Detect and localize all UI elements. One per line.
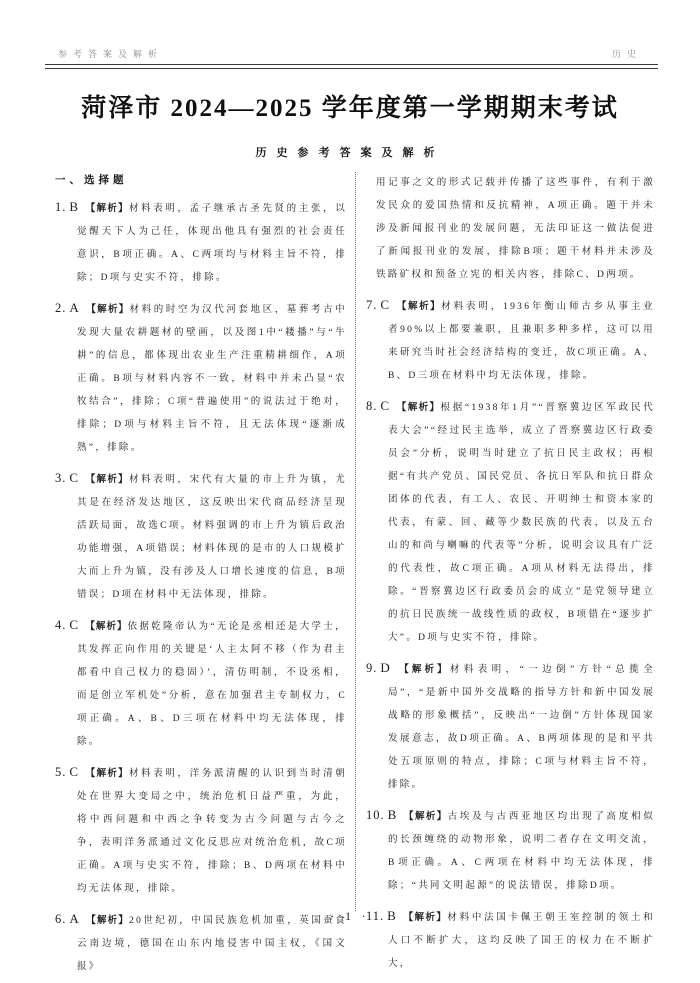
analysis-text: 材料表明，孟子继承古圣先贤的主张，以觉醒天下人为己任，体现出他具有强烈的社会责任意识，B项正确。A、C两项均与材料主旨不符，排除；D项与史实不符，排除。 (77, 204, 347, 283)
analysis-text: 材料的时空为汉代河套地区，墓葬考古中发现大量农耕题材的壁画，以及图1中“耧播”与“牛耕”的信息，都体现出农业生产注重精耕细作，A项正确。B项与材料内容不一致，材料中并未凸显“农牧结合”，排除；C项“普遍使用”的说法过于绝对，排除；D项与材料主旨不符，且无法体现“逐渐成熟”，排除。 (77, 305, 347, 453)
analysis-text: 材料中法国卡佩王朝王室控制的领土和人口不断扩大，这均反映了国王的权力在不断扩大， (388, 913, 655, 969)
answer-letter: C (380, 398, 392, 413)
analysis-text: 20世纪初，中国民族危机加重，英国蚕食云南边境，德国在山东内地侵害中国主权，《国文报》 (77, 916, 347, 972)
question-number: 3. (55, 471, 67, 485)
question-number: 7. (366, 298, 378, 312)
answer-letter: B (387, 807, 399, 822)
answer-letter: B (387, 908, 399, 923)
page-title: 菏泽市 2024—2025 学年度第一学期期末考试 (81, 95, 619, 122)
answer-item-4 (55, 613, 347, 754)
analysis-marker: 【解析】 (85, 475, 130, 485)
header-rule (45, 64, 658, 69)
analysis-marker: 【解析】 (396, 403, 441, 413)
question-number: 1. (55, 200, 67, 214)
analysis-marker: 【解析】 (403, 913, 448, 923)
answers-column-left (55, 172, 347, 972)
column-divider (355, 172, 356, 911)
answer-item-8 (366, 394, 655, 650)
analysis-marker: 【解析】 (85, 769, 130, 779)
analysis-text: 材料表明，宋代有大量的市上升为镇，尤其是在经济发达地区，这反映出宋代商品经济呈现活跃局面，故选C项。材料强调的市上升为镇后政治功能增强，A项错误；材料体现的是市的人口规模扩大而上升为镇，没有涉及人口增长速度的信息，B项错误；D项在材料中无法体现，排除。 (77, 475, 347, 600)
section-heading: 一、选择题 (55, 175, 128, 186)
analysis-marker: 【解析】 (397, 665, 450, 675)
answer-letter: A (69, 300, 82, 315)
answer-letter: C (69, 617, 81, 632)
answer-letter: C (69, 764, 81, 779)
running-header (58, 47, 642, 60)
question-number: 9. (366, 661, 378, 675)
content-columns (55, 172, 655, 972)
question-number: 8. (366, 399, 378, 413)
answer-letter: B (69, 199, 81, 214)
question-number: 10. (366, 808, 385, 822)
page-subtitle: 历史参考答案及解析 (255, 147, 445, 159)
page-number: · 1 · (330, 911, 370, 923)
answer-letter: C (380, 297, 392, 312)
analysis-text: 根据“1938年1月”“晋察冀边区军政民代表大会”“经过民主选举，成立了晋察冀边区行政委员会”分析，说明当时建立了抗日民主政权；再根据“有共产党员、国民党员、各抗日军队和抗日群众团体的代表，有工人、农民、开明绅士和资本家的代表，有蒙、回、藏等少数民族的代表，以及五台山的和尚与喇嘛的代表等”分析，说明会议具有广泛的代表性，故C项正确。A项从材料无法得出，排除。“晋察冀边区行政委员会的成立”是党领导建立的抗日民族统一战线性质的政权，B项错在“逐步扩大”。D项与史实不符，排除。 (388, 403, 655, 643)
answer-item-2 (55, 296, 347, 460)
analysis-marker: 【解析】 (86, 305, 130, 315)
answer-letter: A (69, 911, 82, 926)
analysis-text: 材料表明，洋务派清醒的认识到当时清朝处在世界大变局之中，统治危机日益严重，为此，将中西问题和中西之争转变为古今问题与古今之争，表明洋务派通过文化反思应对统治危机，故C项正确。A项与史实不符，排除；B、D两项在材料中均无法体现，排除。 (77, 769, 347, 894)
answer-letter: D (380, 660, 393, 675)
analysis-text: 材料表明，“一边倒”方针“总揽全局”，“是新中国外交战略的指导方针和新中国发展战略的形象概括”，反映出“一边倒”方针体现国家发展意志，故D项正确。A、B两项体现的是和平共处五项原则的特点，排除；C项与材料主旨不符，排除。 (388, 665, 655, 790)
answers-column-right (366, 172, 655, 969)
answer-item-7 (366, 293, 655, 388)
question-number: 5. (55, 765, 67, 779)
analysis-text: 用记事之文的形式记载并传播了这些事件，有利于激发民众的爱国热情和反抗精神，A项正确。题干并未涉及新闻报刊业的发展问题，无法印证这一做法促进了新闻报刊业的发展，排除B项；题干材料并未涉及铁路矿权和预备立宪的相关内容，排除C、D两项。 (376, 178, 655, 280)
analysis-text: 依据乾隆帝认为“无论是丞相还是大学士，其发挥正向作用的关键是‘人主太阿不移（作为君主都看中自己权力的稳固）’，清仿明制，不设丞相，而是创立军机处”分析，意在加强君主专制权力，C项正确。A、B、D三项在材料中均无法体现，排除。 (77, 622, 347, 747)
answer-item-5 (55, 760, 347, 901)
analysis-text: 材料表明，1936年衡山师古乡从事主业者90%以上都要兼职，且兼职多种多样，这可以用来研究当时社会经济结构的变迁，故C项正确。A、B、D三项在材料中均无法体现，排除。 (388, 302, 655, 381)
answer-item-9 (366, 656, 655, 797)
running-header-right: 历史 (611, 49, 642, 59)
question-number: 11. (366, 909, 385, 923)
analysis-marker: 【解析】 (85, 204, 130, 214)
analysis-marker: 【解析】 (85, 622, 128, 632)
analysis-marker: 【解析】 (396, 302, 442, 312)
answer-item-3 (55, 466, 347, 607)
question-number: 4. (55, 618, 67, 632)
analysis-marker: 【解析】 (86, 916, 130, 926)
question-number: 2. (55, 301, 67, 315)
question-number: 6. (55, 912, 67, 926)
answer-item-1 (55, 195, 347, 290)
analysis-text: 古埃及与古西亚地区均出现了高度相似的长颈缠绕的动物形象，说明二者存在文明交流，B项正确。A、C两项在材料中均无法体现，排除；“共同文明起源”的说法错误，排除D项。 (388, 812, 655, 891)
answer-item-10 (366, 803, 655, 898)
running-header-left: 参考答案及解析 (58, 49, 164, 59)
analysis-marker: 【解析】 (403, 812, 448, 822)
answer-item-6-continuation (366, 172, 655, 287)
answer-letter: C (69, 470, 81, 485)
